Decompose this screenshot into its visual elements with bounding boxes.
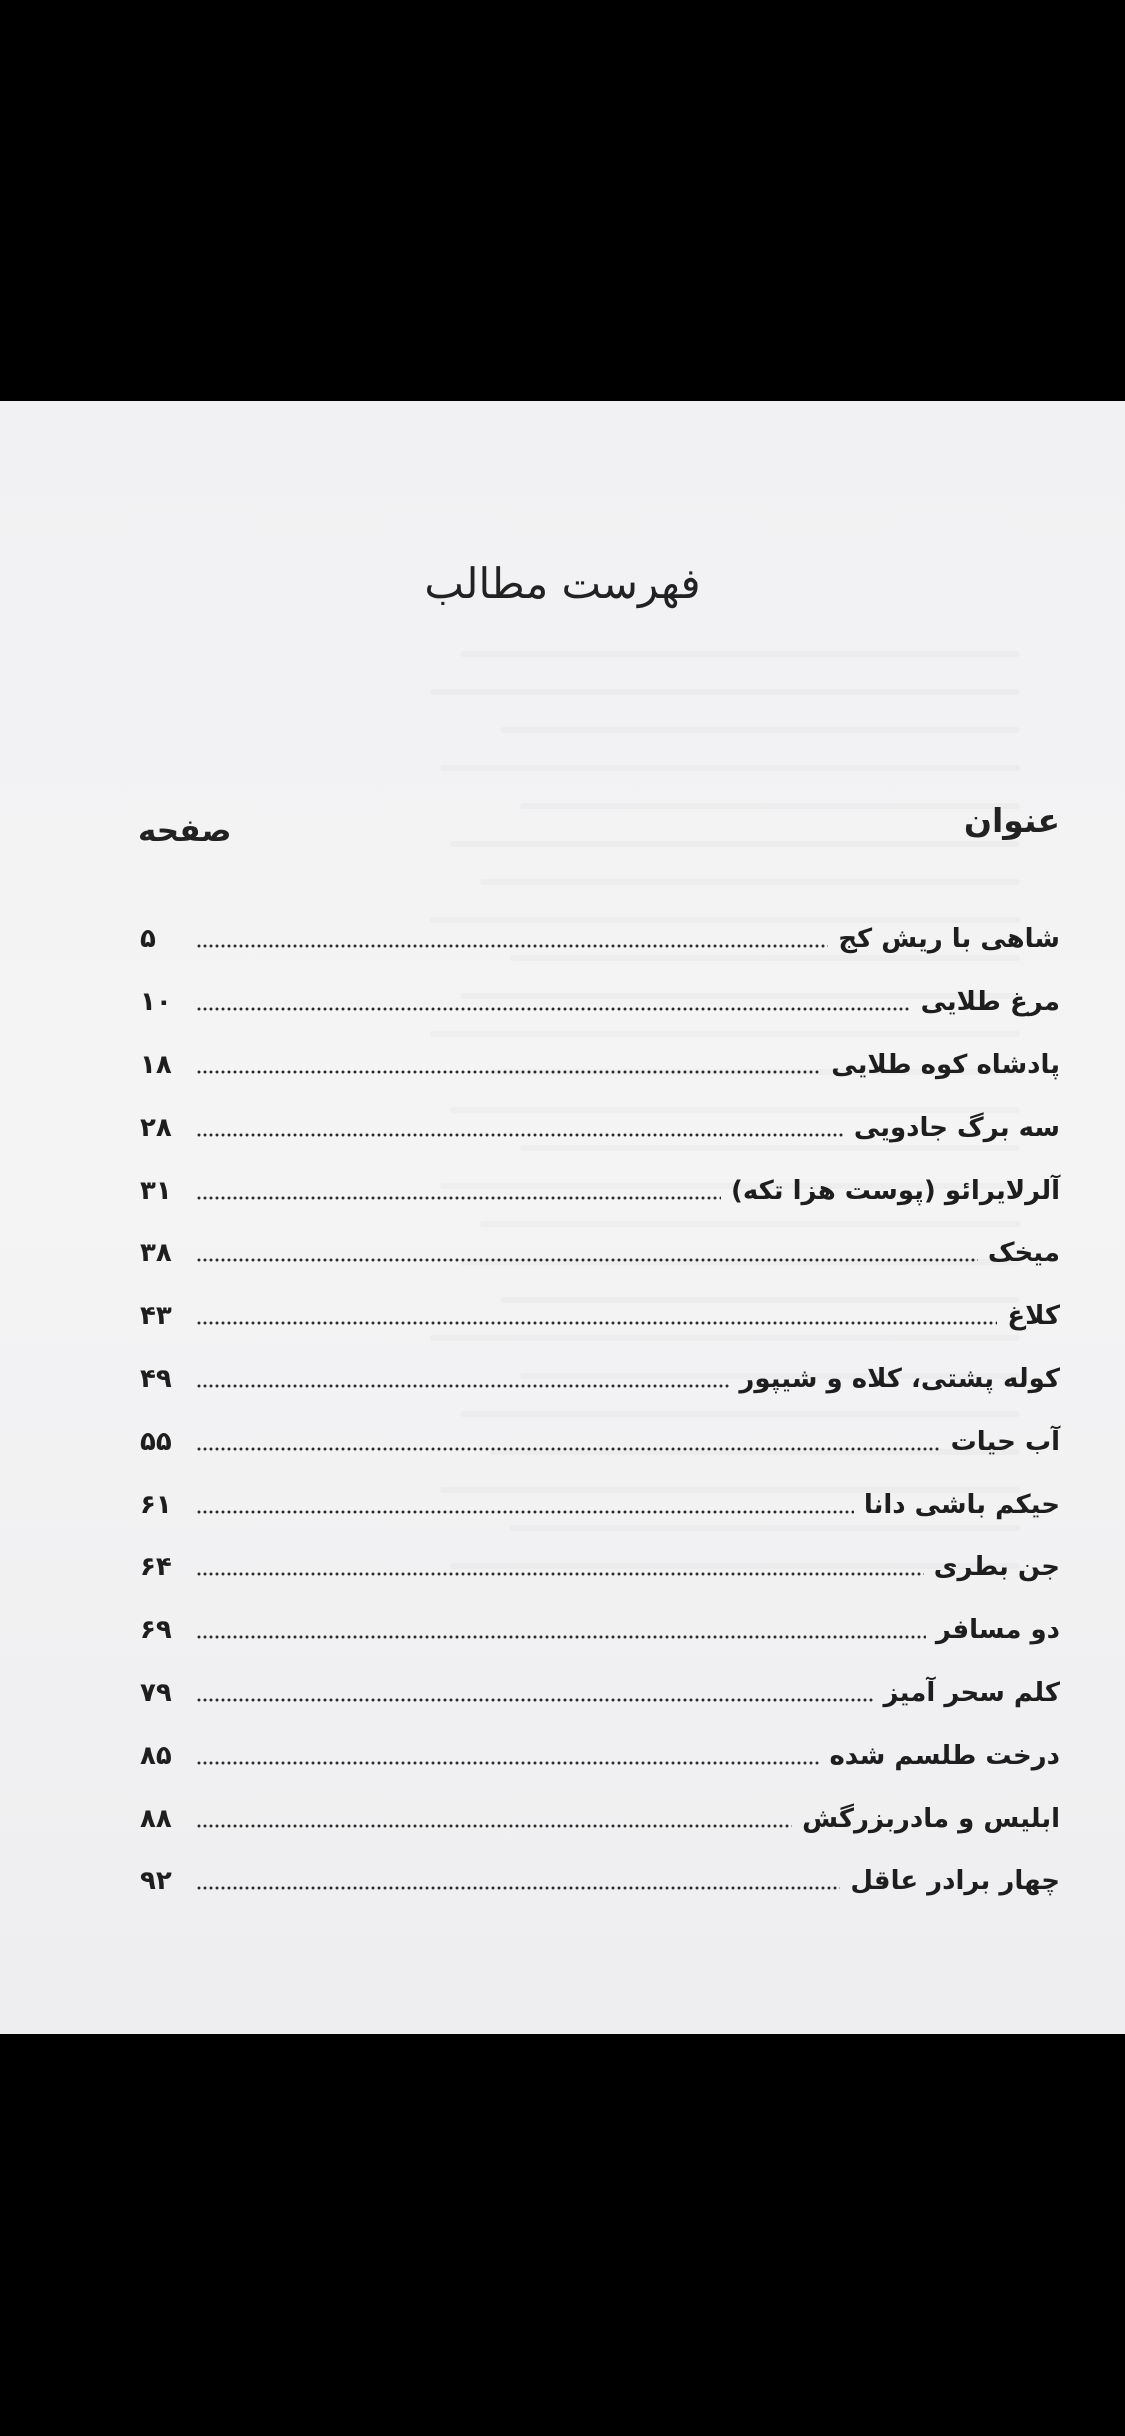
toc-entry-page: ۶۹ [140,1615,172,1646]
toc-entry-title: آب حیات [950,1426,1060,1457]
toc-entry-title: سه برگ جادویی [853,1112,1060,1143]
dot-leader [196,1258,978,1262]
dot-leader [196,1635,926,1639]
dot-leader [196,1698,873,1702]
dot-leader [196,944,828,948]
book-page [0,401,1125,2034]
toc-entry [140,1034,1060,1097]
toc-entry-title: چهار برادر عاقل [850,1866,1060,1897]
toc-entry [140,1096,1060,1159]
toc-entry-page: ۳۱ [140,1175,172,1206]
toc-entry-title: میخک [987,1238,1060,1269]
toc-entry-page: ۳۸ [140,1238,172,1269]
toc-entry-page: ۱۰ [140,987,172,1018]
toc-entry [140,1662,1060,1725]
toc-entry [140,1348,1060,1411]
toc-entry-page: ۴۳ [140,1301,172,1332]
toc-entry-title: آلرلایرائو (پوست هزا تکه) [731,1175,1060,1206]
toc-entry [140,971,1060,1034]
dot-leader [196,1510,854,1514]
dot-leader [196,1070,821,1074]
toc-entry [140,1285,1060,1348]
toc-entry [140,1536,1060,1599]
toc-entry-title: جن بطری [933,1552,1060,1583]
toc-entry-page: ۵۵ [140,1426,172,1457]
toc-entry [140,1473,1060,1536]
dot-leader [196,1196,721,1200]
dot-leader [196,1572,924,1576]
toc-entry-page: ۶۱ [140,1489,172,1520]
toc-entry-page: ۵ [140,924,156,955]
toc-entry-title: کلم سحر آمیز [883,1677,1060,1708]
toc-entry-title: ابلیس و مادربزرگش [802,1803,1060,1834]
toc-entry-title: کلاغ [1007,1301,1060,1332]
toc-entry [140,1159,1060,1222]
toc-entry [140,1724,1060,1787]
dot-leader [196,1824,792,1828]
dot-leader [196,1384,729,1388]
toc-entry [140,908,1060,971]
column-header-title: عنوان [963,801,1060,840]
toc-entry [140,1410,1060,1473]
toc-entry-page: ۱۸ [140,1049,172,1080]
dot-leader [196,1447,941,1451]
toc-entry-page: ۹۲ [140,1866,172,1897]
toc-entry-title: دو مسافر [935,1615,1060,1646]
toc-entry-page: ۴۹ [140,1363,172,1394]
column-header-page: صفحه [138,813,232,849]
toc-entry-title: شاهی با ریش کج [838,924,1060,955]
toc-entry-title: کوله پشتی، کلاه و شیپور [739,1363,1060,1394]
toc-entry-page: ۷۹ [140,1677,172,1708]
toc-entry [140,1850,1060,1913]
dot-leader [196,1761,819,1765]
table-of-contents [140,908,1060,1913]
toc-entry-page: ۸۸ [140,1803,172,1834]
toc-entry [140,1787,1060,1850]
toc-entry-title: درخت طلسم شده [829,1740,1060,1771]
toc-entry-page: ۲۸ [140,1112,172,1143]
dot-leader [196,1133,844,1137]
toc-entry [140,1222,1060,1285]
dot-leader [196,1321,997,1325]
dot-leader [196,1007,911,1011]
toc-entry-title: پادشاه کوه طلایی [831,1049,1060,1080]
page-title: فهرست مطالب [424,559,701,608]
toc-entry-title: مرغ طلایی [920,987,1060,1018]
dot-leader [196,1886,840,1890]
toc-entry-page: ۸۵ [140,1740,172,1771]
toc-entry-page: ۶۴ [140,1552,172,1583]
toc-entry [140,1599,1060,1662]
toc-entry-title: حیکم باشی دانا [863,1489,1060,1520]
